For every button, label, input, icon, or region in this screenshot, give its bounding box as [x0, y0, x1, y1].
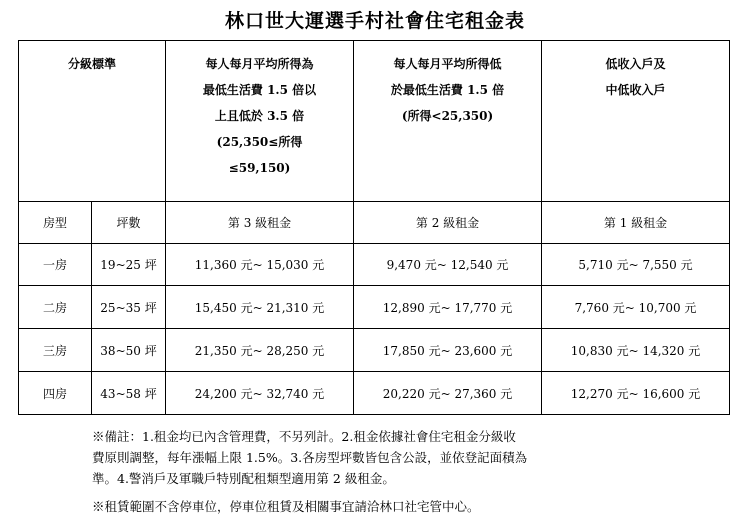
table-row — [19, 372, 730, 415]
parking-note: ※租賃範圍不含停車位，停車位租賃及相關事宜請洽林口社宅管中心。 — [92, 499, 480, 514]
tier3-rent-cell: 15,450 元~ 21,310 元 — [166, 286, 354, 329]
table-row — [19, 329, 730, 372]
notes-section — [92, 426, 732, 517]
tier2-rent-cell: 17,850 元~ 23,600 元 — [354, 329, 542, 372]
note-line: 準。4.警消戶及軍職戶特別配租類型適用第 2 級租金。 — [92, 471, 395, 486]
tier1-rent-cell: 10,830 元~ 14,320 元 — [542, 329, 730, 372]
area-cell: 43~58 坪 — [92, 372, 166, 415]
tier3-rent-cell: 21,350 元~ 28,250 元 — [166, 329, 354, 372]
criteria-header-row — [19, 41, 730, 202]
grade-header-cell — [19, 41, 166, 202]
tier2-criteria-line: 於最低生活費 1.5 倍 — [390, 83, 505, 97]
tier3-criteria-cell — [166, 41, 354, 202]
tier2-criteria-line: (所得<25,350) — [401, 109, 494, 123]
tier2-rent-cell: 12,890 元~ 17,770 元 — [354, 286, 542, 329]
tier1-rent-header: 第 1 級租金 — [542, 202, 730, 244]
note-line: ※備註：1.租金均已內含管理費，不另列計。2.租金依據社會住宅租金分級收 — [92, 429, 516, 444]
column-header-row — [19, 202, 730, 244]
area-cell: 25~35 坪 — [92, 286, 166, 329]
tier3-criteria-line: (25,350≤所得 — [216, 135, 303, 149]
tier1-rent-cell: 5,710 元~ 7,550 元 — [542, 244, 730, 286]
tier2-rent-cell: 20,220 元~ 27,360 元 — [354, 372, 542, 415]
area-header: 坪數 — [92, 202, 166, 244]
room-type-cell: 三房 — [19, 329, 92, 372]
room-type-cell: 一房 — [19, 244, 92, 286]
table-row — [19, 286, 730, 329]
room-type-cell: 四房 — [19, 372, 92, 415]
tier1-criteria-cell — [542, 41, 730, 202]
page-title: 林口世大運選手村社會住宅租金表 — [224, 10, 525, 32]
tier3-rent-cell: 24,200 元~ 32,740 元 — [166, 372, 354, 415]
room-type-cell: 二房 — [19, 286, 92, 329]
tier1-rent-cell: 7,760 元~ 10,700 元 — [542, 286, 730, 329]
tier3-rent-cell: 11,360 元~ 15,030 元 — [166, 244, 354, 286]
tier3-criteria-line: 最低生活費 1.5 倍以 — [202, 83, 317, 97]
tier3-criteria-line: 每人每月平均所得為 — [205, 57, 314, 71]
tier3-criteria-line: 上且低於 3.5 倍 — [214, 109, 305, 123]
tier1-rent-cell: 12,270 元~ 16,600 元 — [542, 372, 730, 415]
note-line: 費原則調整，每年漲幅上限 1.5%。3.各房型坪數皆包含公設，並依登記面積為 — [92, 450, 528, 465]
tier2-rent-header: 第 2 級租金 — [354, 202, 542, 244]
tier2-rent-cell: 9,470 元~ 12,540 元 — [354, 244, 542, 286]
tier3-rent-header: 第 3 級租金 — [166, 202, 354, 244]
tier1-criteria-line: 中低收入戶 — [605, 83, 666, 97]
table-row — [19, 244, 730, 286]
rent-table — [18, 40, 730, 415]
tier3-criteria-line: ≤59,150) — [228, 161, 291, 175]
tier1-criteria-line: 低收入戶及 — [605, 57, 666, 71]
area-cell: 38~50 坪 — [92, 329, 166, 372]
area-cell: 19~25 坪 — [92, 244, 166, 286]
tier2-criteria-line: 每人每月平均所得低 — [393, 57, 502, 71]
room-type-header: 房型 — [19, 202, 92, 244]
grade-label: 分級標準 — [68, 57, 117, 71]
tier2-criteria-cell — [354, 41, 542, 202]
